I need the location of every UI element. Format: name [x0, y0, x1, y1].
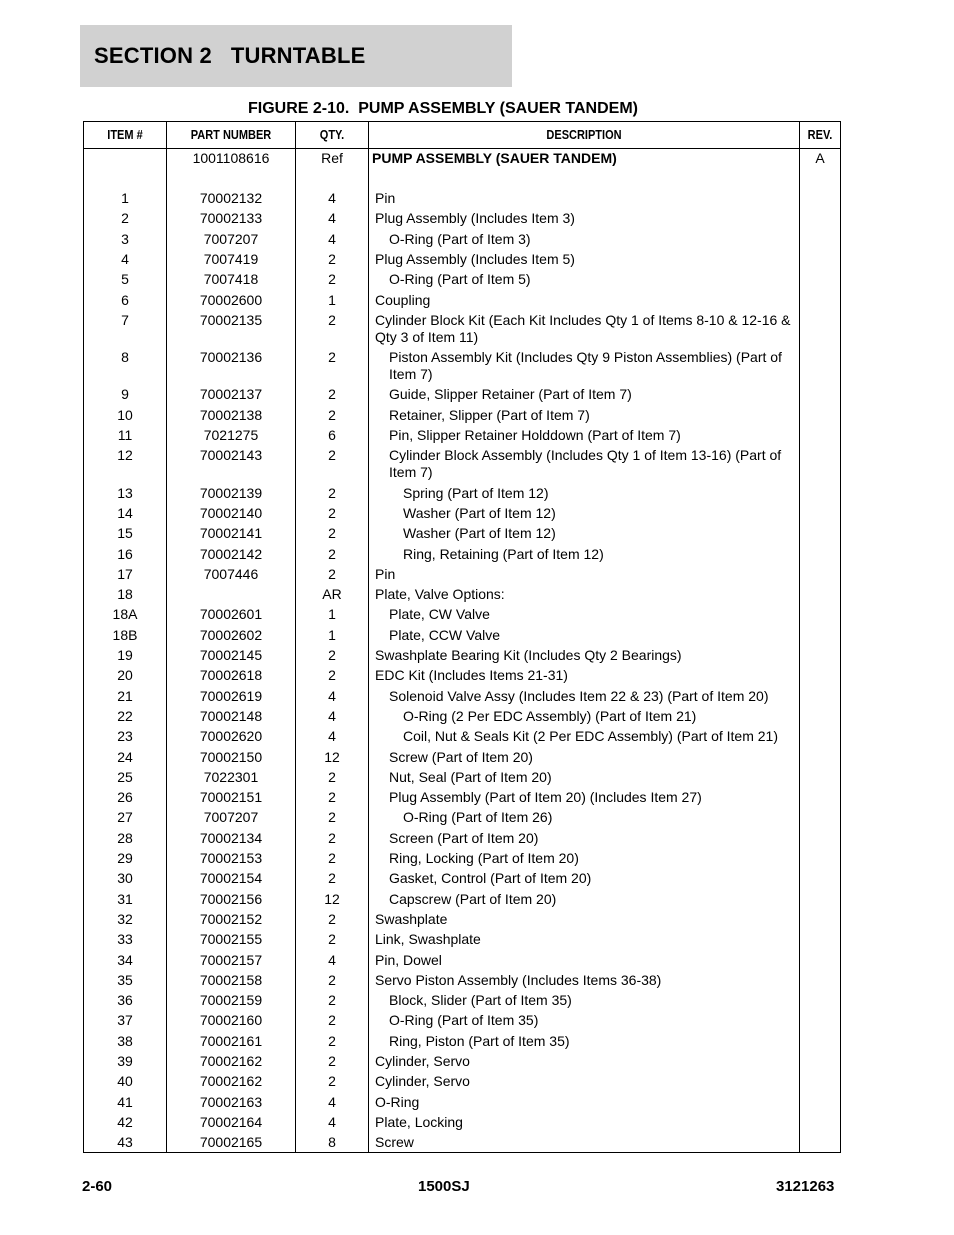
qty-cell: 2: [328, 910, 336, 927]
header-divider: [84, 148, 840, 149]
description-cell: Cylinder, Servo: [375, 1053, 470, 1069]
item-number-cell: 30: [117, 870, 133, 887]
qty-cell: 4: [328, 728, 336, 745]
qty-cell: 2: [328, 992, 336, 1009]
qty-cell: 2: [328, 971, 336, 988]
item-number-cell: 15: [117, 525, 133, 542]
item-number-cell: 1: [121, 190, 129, 206]
description-cell: Block, Slider (Part of Item 35): [389, 992, 572, 1009]
part-number-cell: 7007446: [203, 565, 259, 582]
part-number-cell: 7007418: [203, 271, 259, 288]
part-number-cell: 70002148: [199, 707, 263, 724]
item-number-cell: 24: [117, 748, 133, 765]
qty-cell: 2: [328, 931, 336, 948]
qty-cell: 4: [328, 687, 336, 704]
item-number-cell: 34: [117, 951, 133, 968]
part-number-cell: 70002159: [199, 992, 263, 1009]
description-cell: Washer (Part of Item 12): [403, 525, 556, 542]
qty-cell: 1: [328, 606, 336, 623]
part-number-cell: 7022301: [203, 768, 259, 785]
part-number-cell: 70002143: [199, 447, 263, 464]
qty-cell: 2: [328, 545, 336, 562]
qty-cell: 4: [328, 230, 336, 247]
description-cell: O-Ring: [375, 1093, 420, 1110]
item-number-cell: 19: [117, 647, 133, 663]
part-number-cell: 70002161: [199, 1032, 263, 1049]
header-description: DESCRIPTION: [546, 128, 622, 142]
header-item: ITEM #: [107, 128, 143, 142]
item-number-cell: 32: [117, 910, 133, 927]
description-cell: Gasket, Control (Part of Item 20): [389, 870, 592, 887]
qty-cell: 4: [328, 707, 336, 724]
part-number-cell: 70002620: [199, 728, 263, 745]
qty-cell: 2: [328, 250, 336, 267]
item-number-cell: 16: [117, 545, 133, 562]
qty-cell: 2: [328, 565, 336, 582]
item-number-cell: 9: [121, 386, 129, 403]
description-cell: Guide, Slipper Retainer (Part of Item 7): [389, 386, 632, 403]
description-cell: Screw (Part of Item 20): [389, 748, 533, 765]
qty-cell: 2: [328, 406, 336, 423]
qty-cell: 2: [328, 829, 336, 846]
part-number-cell: 70002133: [199, 210, 263, 227]
description-cell: Servo Piston Assembly (Includes Items 36-38): [375, 971, 662, 988]
description-cell: Nut, Seal (Part of Item 20): [389, 768, 552, 785]
part-number-cell: 70002601: [199, 606, 263, 623]
item-number-cell: 5: [121, 271, 129, 288]
part-number-cell: 70002138: [199, 406, 263, 423]
description-cell: O-Ring (Part of Item 3): [389, 230, 531, 247]
header-rev: REV.: [807, 128, 833, 142]
item-number-cell: 33: [117, 931, 133, 948]
item-number-cell: 35: [117, 971, 133, 988]
qty-cell: 6: [328, 427, 336, 443]
description-cell: Solenoid Valve Assy (Includes Item 22 & 23) (Part of Item 20): [389, 687, 769, 704]
qty-cell: 12: [324, 890, 340, 907]
description-cell: Ring, Locking (Part of Item 20): [389, 850, 579, 866]
item-number-cell: 18A: [112, 606, 138, 623]
description-cell: Plate, CCW Valve: [389, 626, 500, 643]
item-number-cell: 3: [121, 230, 129, 247]
section-header: [80, 25, 512, 87]
qty-cell: Ref: [321, 150, 343, 166]
part-number-cell: 70002150: [199, 748, 263, 765]
part-number-cell: 70002151: [199, 789, 263, 806]
description-cell: Plate, Valve Options:: [375, 586, 505, 603]
item-number-cell: 23: [117, 728, 133, 745]
qty-cell: 2: [328, 1032, 336, 1049]
description-cell: Swashplate Bearing Kit (Includes Qty 2 Bearings): [375, 647, 682, 663]
header-part-number: PART NUMBER: [190, 128, 272, 142]
qty-cell: 4: [328, 1093, 336, 1110]
description-cell: Coupling: [375, 291, 431, 308]
part-number-cell: 70002132: [199, 190, 263, 206]
qty-cell: 2: [328, 1073, 336, 1090]
part-number-cell: 70002619: [199, 687, 263, 704]
part-number-cell: 70002153: [199, 850, 263, 866]
part-number-cell: 70002142: [199, 545, 263, 562]
item-number-cell: 18: [117, 586, 133, 603]
description-cell: EDC Kit (Includes Items 21-31): [375, 667, 568, 684]
footer-doc-number: 3121263: [776, 1178, 835, 1195]
item-number-cell: 28: [117, 829, 133, 846]
item-number-cell: 27: [117, 809, 133, 826]
part-number-cell: 70002602: [199, 626, 263, 643]
part-number-cell: 1001108616: [192, 150, 270, 166]
description-cell: Pin, Slipper Retainer Holddown (Part of Item 7): [389, 427, 681, 443]
item-number-cell: 21: [117, 687, 133, 704]
description-cell: Plug Assembly (Includes Item 5): [375, 250, 575, 267]
item-number-cell: 18B: [112, 626, 138, 643]
qty-cell: 1: [328, 291, 336, 308]
description-cell: Piston Assembly Kit (Includes Qty 9 Piston Assemblies) (Part of Item 7): [389, 349, 782, 383]
part-number-cell: 70002162: [199, 1053, 263, 1069]
description-cell: Pin: [375, 190, 396, 206]
qty-cell: 2: [328, 484, 336, 501]
description-cell: Swashplate: [375, 910, 448, 927]
qty-cell: 2: [328, 809, 336, 826]
qty-cell: 2: [328, 1012, 336, 1029]
qty-cell: 2: [328, 647, 336, 663]
description-cell: Plug Assembly (Part of Item 20) (Includes Item 27): [389, 789, 702, 806]
item-number-cell: 11: [117, 427, 133, 443]
description-cell: Plate, Locking: [375, 1113, 463, 1130]
qty-cell: 4: [328, 951, 336, 968]
part-number-cell: 70002141: [199, 525, 263, 542]
item-number-cell: 13: [117, 484, 133, 501]
item-number-cell: 41: [117, 1093, 133, 1110]
qty-cell: 2: [328, 386, 336, 403]
part-number-cell: 70002618: [199, 667, 263, 684]
item-number-cell: 37: [117, 1012, 133, 1029]
column-divider: [799, 122, 800, 1152]
part-number-cell: 7007207: [203, 809, 259, 826]
qty-cell: 2: [328, 768, 336, 785]
item-number-cell: 22: [117, 707, 133, 724]
qty-cell: 2: [328, 349, 336, 366]
description-cell: Screen (Part of Item 20): [389, 829, 539, 846]
item-number-cell: 20: [117, 667, 133, 684]
parts-table: [83, 121, 841, 1153]
description-cell: Screw: [375, 1134, 414, 1151]
item-number-cell: 38: [117, 1032, 133, 1049]
part-number-cell: 70002600: [199, 291, 263, 308]
part-number-cell: 7007419: [203, 250, 259, 267]
item-number-cell: 14: [117, 504, 133, 521]
item-number-cell: 4: [121, 250, 129, 267]
qty-cell: AR: [322, 586, 342, 603]
qty-cell: 2: [328, 311, 336, 328]
qty-cell: 2: [328, 525, 336, 542]
description-cell: Washer (Part of Item 12): [403, 504, 556, 521]
qty-cell: 1: [328, 626, 336, 643]
qty-cell: 4: [328, 210, 336, 227]
part-number-cell: 70002158: [199, 971, 263, 988]
qty-cell: 2: [328, 447, 336, 464]
item-number-cell: 7: [121, 311, 129, 328]
description-cell: Pin: [375, 565, 396, 582]
qty-cell: 8: [328, 1134, 336, 1151]
description-cell: O-Ring (Part of Item 35): [389, 1012, 539, 1029]
item-number-cell: 36: [117, 992, 133, 1009]
part-number-cell: 70002145: [199, 647, 263, 663]
qty-cell: 4: [328, 190, 336, 206]
section-title: SECTION 2 TURNTABLE: [94, 43, 366, 68]
part-number-cell: 70002156: [199, 890, 263, 907]
item-number-cell: 6: [121, 291, 129, 308]
description-cell: O-Ring (2 Per EDC Assembly) (Part of Item 21): [403, 707, 697, 724]
description-cell: Spring (Part of Item 12): [403, 484, 549, 501]
description-cell: O-Ring (Part of Item 26): [403, 809, 553, 826]
qty-cell: 2: [328, 504, 336, 521]
item-number-cell: 26: [117, 789, 133, 806]
description-cell: Ring, Retaining (Part of Item 12): [403, 545, 604, 562]
part-number-cell: 70002134: [199, 829, 263, 846]
description-cell: Plate, CW Valve: [389, 606, 490, 623]
qty-cell: 2: [328, 870, 336, 887]
qty-cell: 2: [328, 667, 336, 684]
part-number-cell: 7021275: [203, 427, 259, 443]
part-number-cell: 70002160: [199, 1012, 263, 1029]
part-number-cell: 70002135: [199, 311, 263, 328]
description-cell: Plug Assembly (Includes Item 3): [375, 210, 575, 227]
qty-cell: 2: [328, 1053, 336, 1069]
description-cell: O-Ring (Part of Item 5): [389, 271, 531, 288]
item-number-cell: 8: [121, 349, 129, 366]
item-number-cell: 39: [117, 1053, 133, 1069]
part-number-cell: 70002165: [199, 1134, 263, 1151]
qty-cell: 2: [328, 789, 336, 806]
item-number-cell: 12: [117, 447, 133, 464]
figure-title: FIGURE 2-10. PUMP ASSEMBLY (SAUER TANDEM): [248, 100, 638, 117]
part-number-cell: 70002155: [199, 931, 263, 948]
description-cell: Capscrew (Part of Item 20): [389, 890, 557, 907]
part-number-cell: 70002163: [199, 1093, 263, 1110]
qty-cell: 2: [328, 850, 336, 866]
item-number-cell: 25: [117, 768, 133, 785]
part-number-cell: 70002139: [199, 484, 263, 501]
part-number-cell: 70002164: [199, 1113, 263, 1130]
item-number-cell: 43: [117, 1134, 133, 1151]
description-cell: Cylinder, Servo: [375, 1073, 470, 1090]
item-number-cell: 42: [117, 1113, 133, 1130]
part-number-cell: 70002140: [199, 504, 263, 521]
description-cell: Pin, Dowel: [375, 951, 442, 968]
description-cell: PUMP ASSEMBLY (SAUER TANDEM): [372, 150, 617, 166]
description-cell: Cylinder Block Kit (Each Kit Includes Qty 1 of Items 8-10 & 12-16 & Qty 3 of Item 11): [375, 311, 791, 345]
footer-page-number: 2-60: [82, 1178, 113, 1195]
description-cell: Retainer, Slipper (Part of Item 7): [389, 406, 590, 423]
qty-cell: 12: [324, 748, 340, 765]
footer-model: 1500SJ: [418, 1178, 470, 1195]
part-number-cell: 70002152: [199, 910, 263, 927]
part-number-cell: 70002136: [199, 349, 263, 366]
header-qty: QTY.: [319, 128, 345, 142]
part-number-cell: 70002162: [199, 1073, 263, 1090]
description-cell: Ring, Piston (Part of Item 35): [389, 1032, 570, 1049]
description-cell: Coil, Nut & Seals Kit (2 Per EDC Assembly) (Part of Item 21): [403, 728, 779, 745]
part-number-cell: 70002137: [199, 386, 263, 403]
qty-cell: 4: [328, 1113, 336, 1130]
part-number-cell: 70002157: [199, 951, 263, 968]
item-number-cell: 17: [117, 565, 133, 582]
description-cell: Cylinder Block Assembly (Includes Qty 1 of Item 13-16) (Part of Item 7): [389, 447, 782, 481]
item-number-cell: 40: [117, 1073, 133, 1090]
description-cell: Link, Swashplate: [375, 931, 481, 948]
item-number-cell: 2: [121, 210, 129, 227]
qty-cell: 2: [328, 271, 336, 288]
column-divider: [368, 122, 369, 1152]
part-number-cell: 70002154: [199, 870, 263, 887]
item-number-cell: 29: [117, 850, 133, 866]
part-number-cell: 7007207: [203, 230, 259, 247]
item-number-cell: 10: [117, 406, 133, 423]
rev-cell: A: [815, 150, 825, 166]
item-number-cell: 31: [117, 890, 133, 907]
